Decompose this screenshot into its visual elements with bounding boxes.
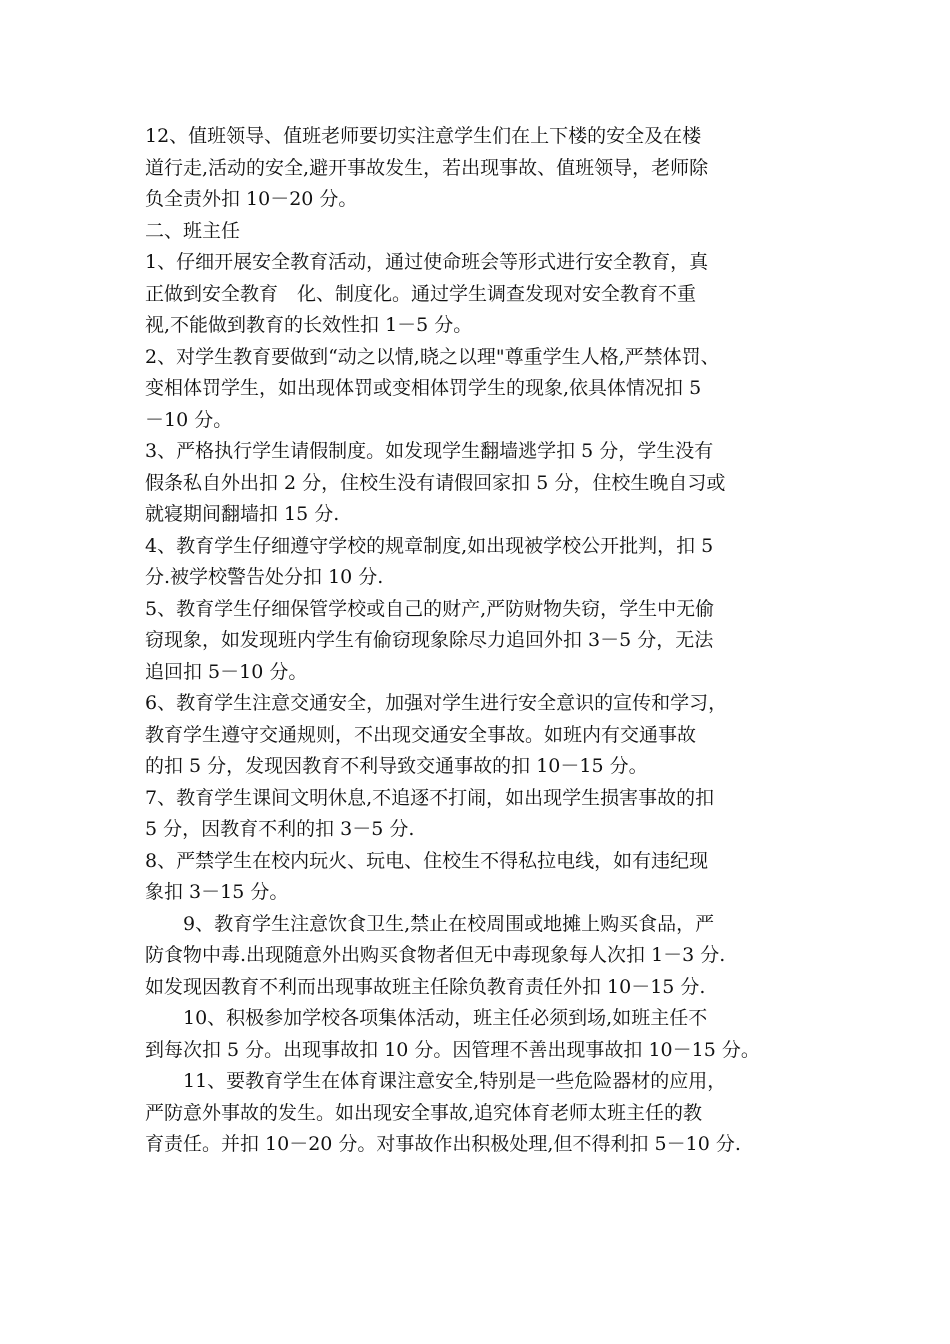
text-line: 2、对学生教育要做到“动之以情,晓之以理"尊重学生人格,严禁体罚、 [145, 345, 720, 368]
text-line: 负全责外扣 10－20 分。 [145, 188, 358, 210]
text-line: 教育学生遵守交通规则，不出现交通安全事故。如班内有交通事故 [145, 723, 697, 746]
text-line: 正做到安全教育 化、制度化。通过学生调查发现对安全教育不重 [145, 282, 697, 305]
text-line: 防食物中毒.出现随意外出购买食物者但无中毒现象每人次扣 1－3 分. [145, 944, 726, 966]
text-line: －10 分。 [145, 408, 233, 431]
text-line: 道行走,活动的安全,避开事故发生，若出现事故、值班领导，老师除 [145, 156, 709, 179]
text-line: 7、教育学生课间文明休息,不追逐不打闹，如出现学生损害事故的扣 [145, 786, 715, 809]
text-line: 6、教育学生注意交通安全，加强对学生进行安全意识的宣传和学习， [145, 692, 728, 714]
text-line: 3、严格执行学生请假制度。如发现学生翻墙逃学扣 5 分，学生没有 [145, 440, 714, 462]
text-line: 5 分，因教育不利的扣 3－5 分. [145, 818, 415, 840]
text-line: 8、严禁学生在校内玩火、玩电、住校生不得私拉电线，如有违纪现 [145, 849, 709, 872]
text-line: 视,不能做到教育的长效性扣 1－5 分。 [145, 314, 473, 336]
text-line: 1、仔细开展安全教育活动，通过使命班会等形式进行安全教育，真 [145, 251, 709, 273]
text-line: 象扣 3－15 分。 [145, 881, 289, 903]
text-line: 二、班主任 [145, 219, 241, 242]
text-line: 育责任。并扣 10－20 分。对事故作出积极处理,但不得利扣 5－10 分. [145, 1133, 741, 1155]
text-line: 11、要教育学生在体育课注意安全,特别是一些危险器材的应用， [145, 1070, 727, 1092]
text-line: 严防意外事故的发生。如出现安全事故,追究体育老师太班主任的教 [145, 1101, 703, 1124]
text-line: 追回扣 5－10 分。 [145, 660, 308, 683]
text-line: 如发现因教育不利而出现事故班主任除负教育责任外扣 10－15 分. [145, 975, 706, 998]
text-line: 分.被学校警告处分扣 10 分. [145, 566, 384, 588]
text-line: 假条私自外出扣 2 分，住校生没有请假回家扣 5 分，住校生晚自习或 [145, 471, 726, 494]
text-line: 窃现象，如发现班内学生有偷窃现象除尽力追回外扣 3－5 分，无法 [145, 629, 714, 651]
document-body [145, 121, 825, 1161]
text-line: 10、积极参加学校各项集体活动，班主任必须到场,如班主任不 [145, 1007, 708, 1029]
text-line: 的扣 5 分，发现因教育不利导致交通事故的扣 10－15 分。 [145, 755, 648, 777]
text-line: 9、教育学生注意饮食卫生,禁止在校周围或地摊上购买食品，严 [145, 912, 715, 935]
text-line: 到每次扣 5 分。出现事故扣 10 分。因管理不善出现事故扣 10－15 分。 [145, 1038, 760, 1061]
text-line: 变相体罚学生，如出现体罚或变相体罚学生的现象,依具体情况扣 5 [145, 377, 702, 399]
text-line: 12、值班领导、值班老师要切实注意学生们在上下楼的安全及在楼 [145, 125, 702, 147]
text-line: 就寝期间翻墙扣 15 分. [145, 503, 340, 525]
text-line: 5、教育学生仔细保管学校或自己的财产,严防财物失窃，学生中无偷 [145, 597, 715, 620]
text-line: 4、教育学生仔细遵守学校的规章制度,如出现被学校公开批判，扣 5 [145, 534, 714, 557]
